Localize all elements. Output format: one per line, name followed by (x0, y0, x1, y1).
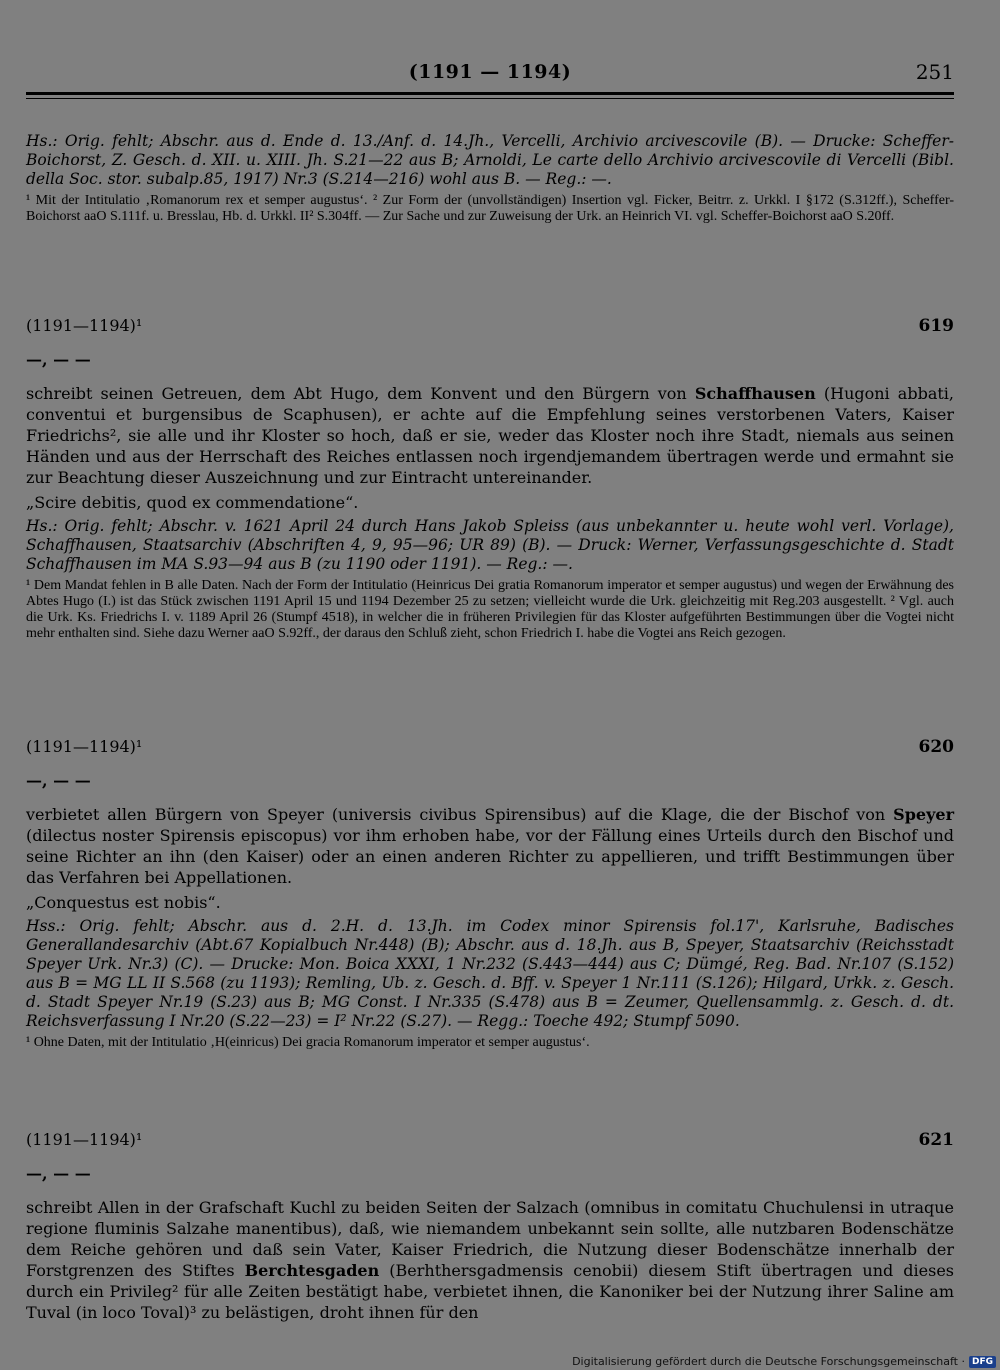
entry-place: —, — — (26, 1164, 91, 1183)
entry-text (26, 1197, 954, 1323)
entry-heading (26, 1130, 954, 1150)
entry-incipit: „Conquestus est nobis“. (26, 893, 221, 912)
entry-incipit: „Scire debitis, quod ex commendatione“. (26, 493, 359, 512)
running-header (26, 52, 954, 92)
dfg-logo-icon: DFG (969, 1356, 996, 1368)
source-apparatus: Hss.: Orig. fehlt; Abschr. aus d. 2.H. d. 13.Jh. im Codex minor Spirensis fol.17', Karlsruhe, Badisches Generallandesarchiv (Abt.67 Kopialbuch Nr.448) (B); Abschr. aus d. 18.Jh. aus B, Speyer, Staatsarchiv (Reichsstadt Speyer Urk. Nr.3) (C). — Drucke: Mon. Boica XXXI, 1 Nr.232 (S.443—444) aus C; Dümgé, Reg. Bad. Nr.107 (S.152) aus B = MG LL II S.568 (zu 1193); Remling, Ub. z. Gesch. d. Bff. v. Speyer 1 Nr.111 (S.126); Hilgard, Urkk. z. Gesch. d. Stadt Speyer Nr.19 (S.23) aus B; MG Const. I Nr.335 (S.478) aus B = Zeumer, Quellensammlg. z. Gesch. d. dt. Reichsverfassung I Nr.20 (S.22—23) = I² Nr.22 (S.27). — Regg.: Toeche 492; Stumpf 5090. (26, 917, 954, 1030)
entry-text-part: verbietet allen Bürgern von Speyer (universis civibus Spirensibus) auf die Klage, die der Bischof von (26, 805, 894, 824)
entry-text-part: (Hugoni abbati, conventui et burgensibus de Scaphusen), er achte auf die Empfehlung seines verstorbenen Vaters, Kaiser Friedrichs², sie alle und ihr Kloster so hoch, daß er sie, weder das Kloster noch ihre Stadt, niemals aus seinen Händen und aus der Herrschaft des Reiches entlassen noch irgendjemandem übertragen werde und ermahnt sie zur Beachtung dieser Auszeichnung und zur Eintracht untereinander. (26, 384, 954, 487)
entry-heading (26, 316, 954, 336)
header-rule-thin (26, 98, 954, 99)
regest-entry-621 (26, 1130, 954, 1323)
entry-number: 619 (918, 316, 954, 336)
entry-place: —, — — (26, 771, 91, 790)
source-apparatus: Hs.: Orig. fehlt; Abschr. aus d. Ende d. 13./Anf. d. 14.Jh., Vercelli, Archivio arcivescovile (B). — Drucke: Scheffer-Boichorst, Z. Gesch. d. XII. u. XIII. Jh. S.21—22 aus B; Arnoldi, Le carte dello Archivio arcivescovile di Vercelli (Bibl. della Soc. stor. subalp.85, 1917) Nr.3 (S.214—216) wohl aus B. — Reg.: —. (26, 132, 954, 188)
entry-date: (1191—1194)¹ (26, 1130, 143, 1149)
entry-date: (1191—1194)¹ (26, 737, 143, 756)
entry-text-part: (dilectus noster Spirensis episcopus) vor ihm erhoben habe, vor der Fällung eines Urteils durch den Bischof und seine Richter an ihn (den Kaiser) oder an einen anderen Richter zu appellieren, und trifft Bestimmungen über das Verfahren bei Appellationen. (26, 826, 954, 887)
entry-text (26, 804, 954, 888)
entry-text (26, 383, 954, 488)
digitization-credit (572, 1355, 996, 1368)
entry-number: 621 (918, 1130, 954, 1150)
entry-place-name: Berchtesgaden (244, 1261, 380, 1280)
entry-place-name: Speyer (893, 805, 954, 824)
entry-place-name: Schaffhausen (694, 384, 816, 403)
regest-entry-619 (26, 316, 954, 642)
credit-text: Digitalisierung gefördert durch die Deutsche Forschungsgemeinschaft · (572, 1355, 965, 1368)
entry-heading (26, 737, 954, 757)
entry-text-part: schreibt seinen Getreuen, dem Abt Hugo, dem Konvent und den Bürgern von (26, 384, 695, 403)
entry-date: (1191—1194)¹ (26, 316, 143, 335)
header-rule-thick (26, 92, 954, 95)
entry-text-part: schreibt Allen in der Grafschaft Kuchl zu beiden Seiten der Salzach (omnibus in comitatu Chuchulensi in utraque regione fluminis Salzahe manentibus), daß, wie niemandem unbekannt sein sollte, alle nutzbaren Bodenschätze dem Reiche gehören und daß sein Vater, Kaiser Friedrich, die Nutzung dieser Bodenschätze innerhalb der Forstgrenzen des Stiftes (26, 1198, 954, 1280)
previous-entry-apparatus (26, 132, 954, 225)
running-title: (1191 — 1194) (408, 61, 572, 83)
page-number: 251 (915, 60, 954, 84)
footnotes: ¹ Ohne Daten, mit der Intitulatio ‚H(einricus) Dei gracia Romanorum imperator et semper augustus‘. (26, 1035, 590, 1050)
entry-number: 620 (918, 737, 954, 757)
entry-place: —, — — (26, 350, 91, 369)
regest-entry-620 (26, 737, 954, 1051)
footnotes: ¹ Mit der Intitulatio ‚Romanorum rex et semper augustus‘. ² Zur Form der (unvollständigen) Insertion vgl. Ficker, Beitrr. z. Urkkl. I §172 (S.312ff.), Scheffer-Boichorst aaO S.111f. u. Bresslau, Hb. d. Urkkl. II² S.304ff. — Zur Sache und zur Zuweisung der Urk. an Heinrich VI. vgl. Scheffer-Boichorst aaO S.20ff. (26, 193, 954, 224)
entry-text-part: (Berhthersgadmensis cenobii) diesem Stift übertragen und dieses durch ein Privileg² für alle Zeiten bestätigt habe, verbietet ihnen, die Kanoniker bei der Nutzung ihrer Saline am Tuval (in loco Toval)³ zu belästigen, droht ihnen für den (26, 1261, 954, 1322)
footnotes: ¹ Dem Mandat fehlen in B alle Daten. Nach der Form der Intitulatio (Heinricus Dei gratia Romanorum imperator et semper augustus) und wegen der Erwähnung des Abtes Hugo (I.) ist das Stück zwischen 1191 April 15 und 1194 Dezember 25 zu setzen; vielleicht wurde die Urk. gleichzeitig mit Reg.203 ausgestellt. ² Vgl. auch die Urk. Ks. Friedrichs I. v. 1189 April 26 (Stumpf 4518), in welcher die in früheren Privilegien für das Kloster aufgeführten Bestimmungen über die Vogtei nicht mehr enthalten sind. Siehe dazu Werner aaO S.92ff., der daraus den Schluß zieht, schon Friedrich I. habe die Vogtei ans Reich gezogen. (26, 578, 954, 641)
source-apparatus: Hs.: Orig. fehlt; Abschr. v. 1621 April 24 durch Hans Jakob Spleiss (aus unbekannter u. heute wohl verl. Vorlage), Schaffhausen, Staatsarchiv (Abschriften 4, 9, 95—96; UR 89) (B). — Druck: Werner, Verfassungsgeschichte d. Stadt Schaffhausen im MA S.93—94 aus B (zu 1190 oder 1191). — Reg.: —. (26, 517, 954, 573)
